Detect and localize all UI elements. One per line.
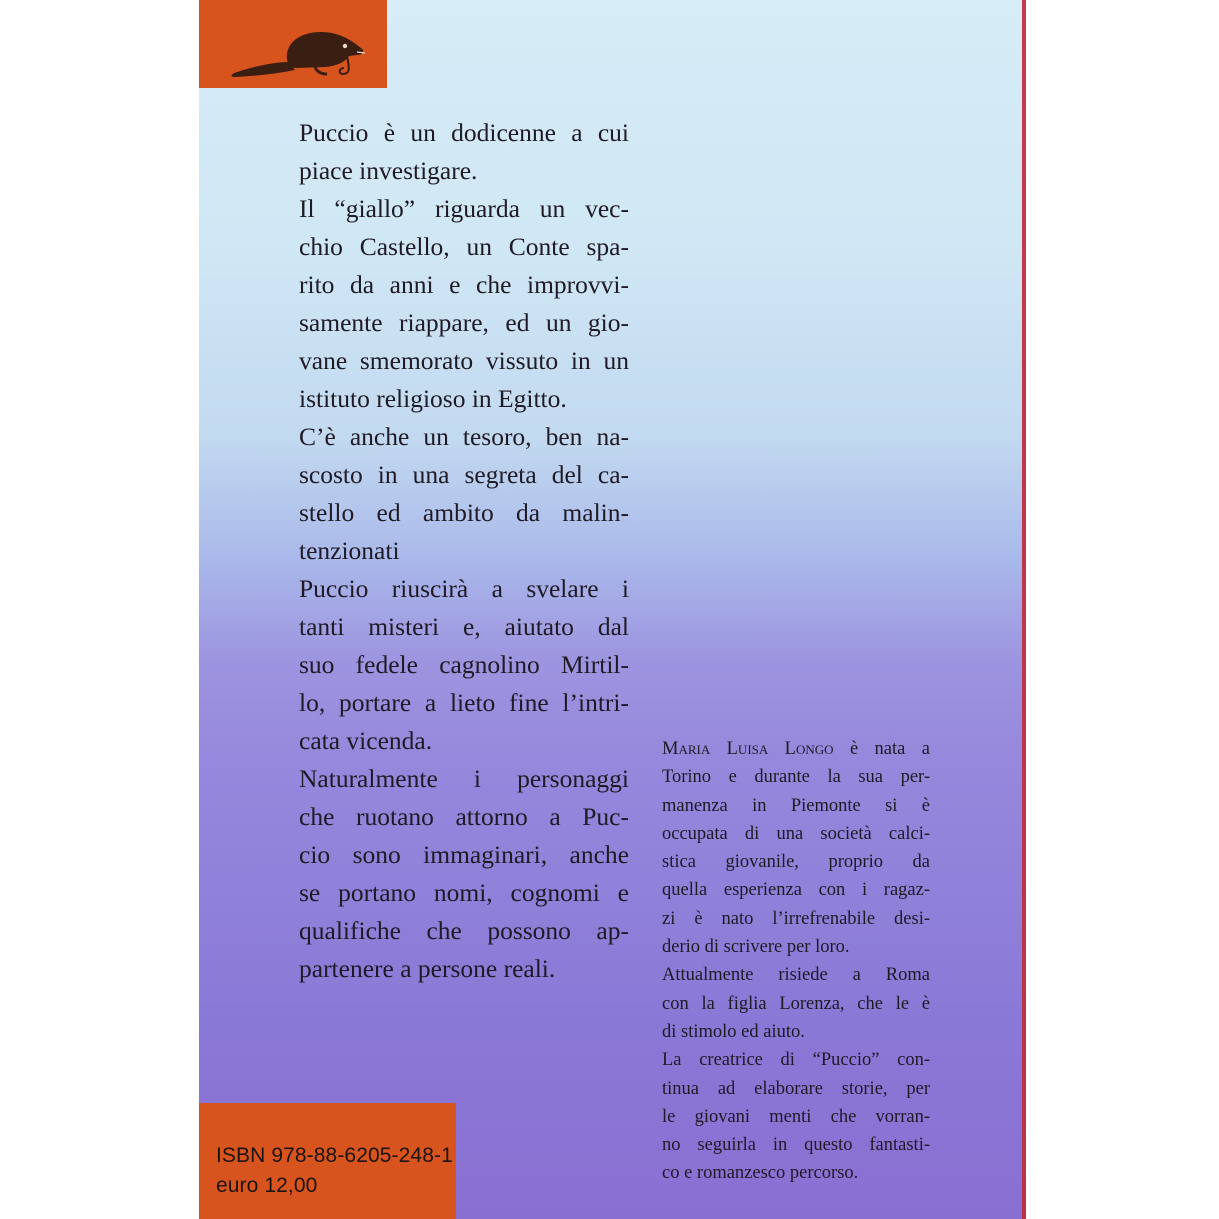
blurb-line: cata vicenda.: [299, 726, 433, 755]
blurb-line: istituto religioso in Egitto.: [299, 384, 567, 413]
bio-line: co e romanzesco percorso.: [662, 1163, 859, 1184]
bio-line: le giovani menti che vorran-: [662, 1106, 930, 1127]
blurb-line: Puccio è un dodicenne a cui: [299, 118, 629, 147]
bio-line: tinua ad elaborare storie, per: [662, 1078, 930, 1099]
blurb-line: vane smemorato vissuto in un: [299, 346, 629, 375]
author-name: Maria Luisa Longo: [662, 739, 834, 759]
bio-line: con la figlia Lorenza, che le è: [662, 993, 930, 1014]
blurb-line: partenere a persone reali.: [299, 954, 556, 983]
blurb-line: rito da anni e che improvvi-: [299, 270, 629, 299]
isbn-code: ISBN 978-88-6205-248-1: [216, 1144, 453, 1167]
blurb-line: piace investigare.: [299, 156, 478, 185]
blurb-line: cio sono immaginari, anche: [299, 840, 629, 869]
blurb-line: Naturalmente i personaggi: [299, 764, 629, 793]
author-bio: [662, 735, 930, 1188]
isbn-box: [199, 1103, 456, 1219]
blurb-line: tenzionati: [299, 536, 400, 565]
blurb-line: stello ed ambito da malin-: [299, 498, 629, 527]
bio-line: quella esperienza con i ragaz-: [662, 880, 930, 901]
blurb-paragraph: [299, 114, 629, 190]
spine-edge: [1022, 0, 1026, 1219]
bio-line: manenza in Piemonte si è: [662, 795, 930, 816]
back-cover: [199, 0, 1022, 1219]
publisher-logo-box: [199, 0, 387, 88]
blurb-paragraph: [299, 760, 629, 988]
bio-line: La creatrice di “Puccio” con-: [662, 1050, 930, 1071]
bio-line: no seguirla in questo fantasti-: [662, 1135, 930, 1156]
bio-line: stica giovanile, proprio da: [662, 852, 930, 873]
blurb-line: chio Castello, un Conte spa-: [299, 232, 629, 261]
blurb-line: scosto in una segreta del ca-: [299, 460, 629, 489]
blurb-line: Puccio riuscirà a svelare i: [299, 574, 629, 603]
blurb-line: Il “giallo” riguarda un vec-: [299, 194, 629, 223]
blurb-line: lo, portare a lieto fine l’intri-: [299, 688, 629, 717]
bio-line: derio di scrivere per loro.: [662, 937, 850, 958]
blurb-line: che ruotano attorno a Puc-: [299, 802, 629, 831]
bio-line: zi è nato l’irrefrenabile desi-: [662, 908, 930, 929]
bio-line: Attualmente risiede a Roma: [662, 965, 930, 986]
bio-line: occupata di una società calci-: [662, 823, 930, 844]
blurb-text: [299, 114, 629, 988]
blurb-line: tanti misteri e, aiutato dal: [299, 612, 629, 641]
blurb-line: C’è anche un tesoro, ben na-: [299, 422, 629, 451]
price: euro 12,00: [216, 1174, 318, 1197]
bio-line: Torino e durante la sua per-: [662, 767, 930, 788]
blurb-paragraph: [299, 570, 629, 760]
blurb-line: se portano nomi, cognomi e: [299, 878, 629, 907]
bio-line-text: è nata a: [833, 739, 930, 759]
blurb-line: suo fedele cagnolino Mirtil-: [299, 650, 629, 679]
blurb-paragraph: [299, 190, 629, 418]
blurb-line: samente riappare, ed un gio-: [299, 308, 629, 337]
beaver-icon: [225, 22, 365, 80]
bio-line: di stimolo ed aiuto.: [662, 1021, 805, 1042]
blurb-paragraph: [299, 418, 629, 570]
blurb-line: qualifiche che possono ap-: [299, 916, 629, 945]
bio-line: [662, 735, 930, 763]
